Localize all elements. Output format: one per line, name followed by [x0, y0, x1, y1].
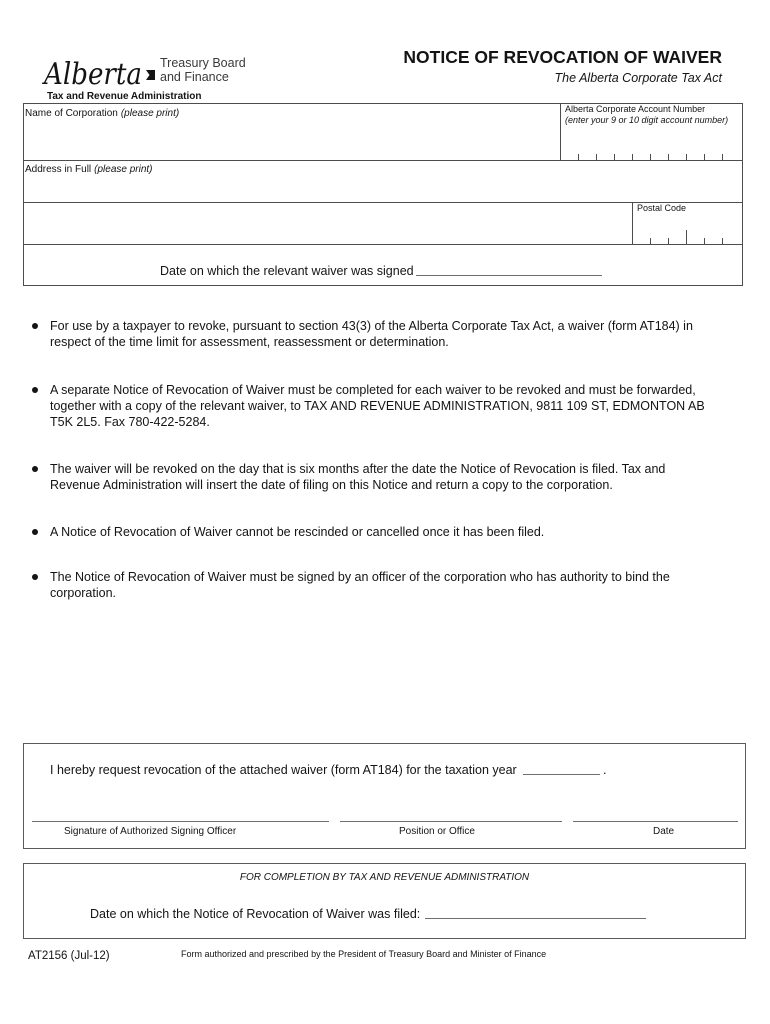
digit-tick	[668, 154, 669, 160]
address-caption	[25, 163, 153, 176]
address-continuation-input[interactable]	[26, 206, 628, 241]
corporation-name-input[interactable]	[26, 122, 556, 156]
postal-tick	[704, 238, 705, 244]
position-input[interactable]	[340, 806, 562, 822]
ministry-name-line-2: and Finance	[160, 70, 229, 84]
account-number-label: Alberta Corporate Account Number	[565, 104, 706, 114]
instruction-line: corporation.	[50, 586, 117, 600]
waiver-signed-date-label: Date on which the relevant waiver was signed	[160, 264, 414, 278]
instruction-line: The waiver will be revoked on the day that is six months after the date the Notice of Revocation is filed. Tax and	[50, 462, 666, 476]
corporation-name-label: Name of Corporation	[25, 108, 118, 119]
form-authority-note: Form authorized and prescribed by the President of Treasury Board and Minister of Finance	[181, 949, 547, 959]
instruction-line: A Notice of Revocation of Waiver cannot be rescinded or cancelled once it has been filed.	[50, 525, 545, 539]
postal-tick	[668, 238, 669, 244]
digit-tick	[578, 154, 579, 160]
row-divider	[23, 244, 743, 245]
instruction-line: together with a copy of the relevant waiver, to TAX AND REVENUE ADMINISTRATION, 9811 109 ST, EDMONTON AB	[50, 399, 705, 413]
instruction-line: For use by a taxpayer to revoke, pursuant to section 43(3) of the Alberta Corporate Tax Act, a waiver (form AT184) in	[50, 319, 693, 333]
instruction-line: Revenue Administration will insert the date of filing on this Notice and return a copy to the corporation.	[50, 478, 613, 492]
instruction-line: A separate Notice of Revocation of Waiver must be completed for each waiver to be revoked and must be forwarded,	[50, 383, 696, 397]
form-subtitle: The Alberta Corporate Tax Act	[554, 71, 722, 85]
division-name: Tax and Revenue Administration	[47, 91, 202, 102]
alberta-logo-mark-icon	[146, 70, 155, 80]
please-print-hint: (please print)	[120, 108, 180, 119]
postal-tick	[722, 238, 723, 244]
digit-tick	[632, 154, 633, 160]
form-number: AT2156 (Jul-12)	[28, 950, 110, 962]
digit-tick	[722, 154, 723, 160]
office-use-heading: FOR COMPLETION BY TAX AND REVENUE ADMINISTRATION	[239, 872, 530, 883]
statement-period: .	[603, 763, 607, 777]
taxation-year-input[interactable]	[523, 760, 600, 775]
postal-code-input[interactable]	[635, 216, 740, 238]
waiver-signed-date-input[interactable]	[416, 261, 602, 276]
instruction-line: The Notice of Revocation of Waiver must be signed by an officer of the corporation who has authority to bind the	[50, 570, 670, 584]
postal-code-label: Postal Code	[637, 203, 687, 213]
digit-tick	[614, 154, 615, 160]
alberta-logo	[40, 48, 160, 92]
instruction-line: T5K 2L5. Fax 780-422-5284.	[50, 415, 210, 429]
signature-input[interactable]	[32, 806, 329, 822]
corporation-name-caption	[25, 107, 179, 120]
revocation-request-statement: I hereby request revocation of the attached waiver (form AT184) for the taxation year	[50, 763, 517, 777]
filed-date-label: Date on which the Notice of Revocation of Waiver was filed:	[90, 907, 421, 921]
digit-tick	[596, 154, 597, 160]
row-divider	[23, 160, 743, 161]
please-print-hint: (please print)	[94, 164, 153, 175]
postal-tick	[650, 238, 651, 244]
address-label: Address in Full	[25, 164, 92, 175]
bullet-icon	[32, 574, 38, 580]
bullet-icon	[32, 466, 38, 472]
date-input[interactable]	[573, 806, 738, 822]
cell-divider	[632, 202, 633, 244]
digit-tick	[686, 154, 687, 160]
filed-date-input[interactable]	[425, 904, 646, 919]
position-label: Position or Office	[399, 826, 475, 837]
row-divider	[23, 202, 743, 203]
alberta-wordmark: Alberta	[41, 57, 142, 92]
digit-tick	[704, 154, 705, 160]
digit-tick	[650, 154, 651, 160]
account-number-hint: (enter your 9 or 10 digit account number)	[565, 115, 729, 125]
cell-divider	[560, 103, 561, 161]
ministry-name-line-1: Treasury Board	[160, 56, 246, 70]
bullet-icon	[32, 529, 38, 535]
bullet-icon	[32, 387, 38, 393]
instruction-line: respect of the time limit for assessment, reassessment or determination.	[50, 335, 449, 349]
date-label: Date	[653, 826, 675, 837]
form-title: NOTICE OF REVOCATION OF WAIVER	[403, 47, 722, 67]
address-input[interactable]	[26, 178, 738, 200]
account-number-input[interactable]	[563, 130, 739, 154]
bullet-icon	[32, 323, 38, 329]
signature-label: Signature of Authorized Signing Officer	[64, 826, 237, 837]
